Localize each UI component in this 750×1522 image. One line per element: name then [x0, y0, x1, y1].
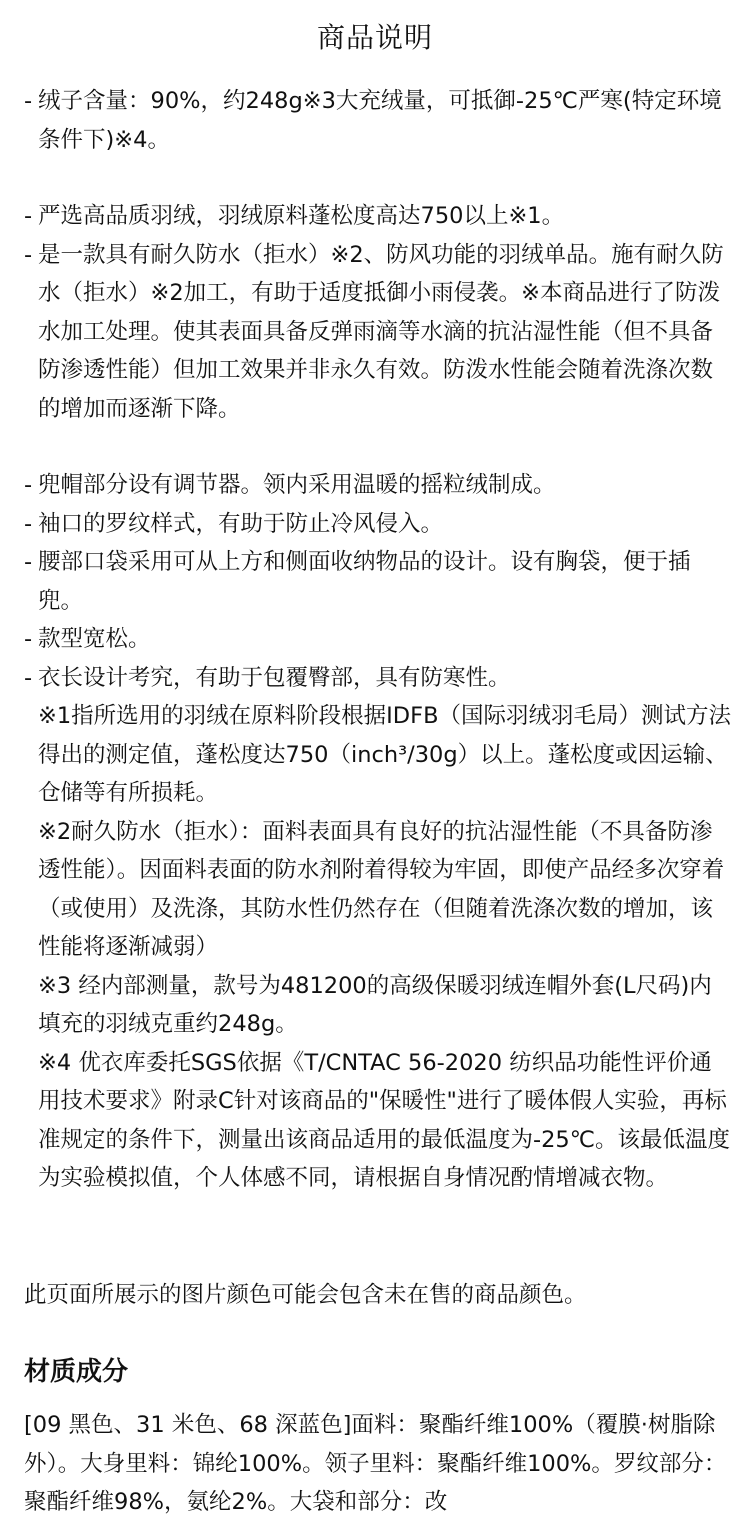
- description-bullet: - 腰部口袋采用可从上方和侧面收纳物品的设计。设有胸袋，便于插兜。: [24, 543, 734, 620]
- material-composition-text: [09 黑色、31 米色、68 深蓝色]面料：聚酯纤维100%（覆膜·树脂除外）。大身里料：锦纶100%。领子里料：聚酯纤维100%。罗纹部分：聚酯纤维98%，氨纶2%。大袋和部分：改: [24, 1412, 727, 1515]
- description-bullet: - 兜帽部分设有调节器。领内采用温暖的摇粒绒制成。: [24, 466, 734, 505]
- footnote-item: ※1指所选用的羽绒在原料阶段根据IDFB（国际羽绒羽毛局）测试方法得出的测定值，蓬松度达750（inch³/30g）以上。蓬松度或因运输、仓储等有所损耗。: [38, 703, 732, 806]
- description-bullet: - 衣长设计考究，有助于包覆臀部，具有防寒性。: [24, 659, 734, 698]
- description-bullet: - 是一款具有耐久防水（拒水）※2、防风功能的羽绒单品。施有耐久防水（拒水）※2加工，有助于适度抵御小雨侵袭。※本商品进行了防泼水加工处理。使其表面具备反弹雨滴等水滴的抗沾湿性能（但不具备防渗透性能）但加工效果并非永久有效。防泼水性能会随着洗涤次数的增加而逐渐下降。: [24, 236, 734, 429]
- description-bullet: - 严选高品质羽绒，羽绒原料蓬松度高达750以上※1。: [24, 197, 734, 236]
- material-section-title: 材质成分: [24, 1357, 129, 1387]
- description-list: [24, 82, 734, 1198]
- color-disclaimer: 此页面所展示的图片颜色可能会包含未在售的商品颜色。: [24, 1282, 587, 1308]
- description-bullet: - 袖口的罗纹样式，有助于防止冷风侵入。: [24, 505, 734, 544]
- description-bullet: - 绒子含量：90%，约248g※3大充绒量，可抵御-25℃严寒(特定环境条件下)※4。: [24, 82, 734, 159]
- paragraph-gap: [24, 159, 734, 197]
- footnote-item: ※2耐久防水（拒水）：面料表面具有良好的抗沾湿性能（不具备防渗透性能）。因面料表面的防水剂附着得较为牢固，即使产品经多次穿着（或使用）及洗涤，其防水性仍然存在（但随着洗涤次数的增加，该性能将逐渐减弱）: [38, 818, 725, 960]
- paragraph-gap: [24, 428, 734, 466]
- footnote-item: ※4 优衣库委托SGS依据《T/CNTAC 56-2020 纺织品功能性评价通用技术要求》附录C针对该商品的"保暖性"进行了暖体假人实验，再标准规定的条件下，测量出该商品适用的最低温度为-25℃。该最低温度为实验模拟值，个人体感不同，请根据自身情况酌情增减衣物。: [38, 1049, 731, 1191]
- page-title: 商品说明: [316, 21, 433, 54]
- footnote-item: ※3 经内部测量，款号为481200的高级保暖羽绒连帽外套(L尺码)内填充的羽绒克重约248g。: [38, 972, 712, 1037]
- description-bullet: - 款型宽松。: [24, 620, 734, 659]
